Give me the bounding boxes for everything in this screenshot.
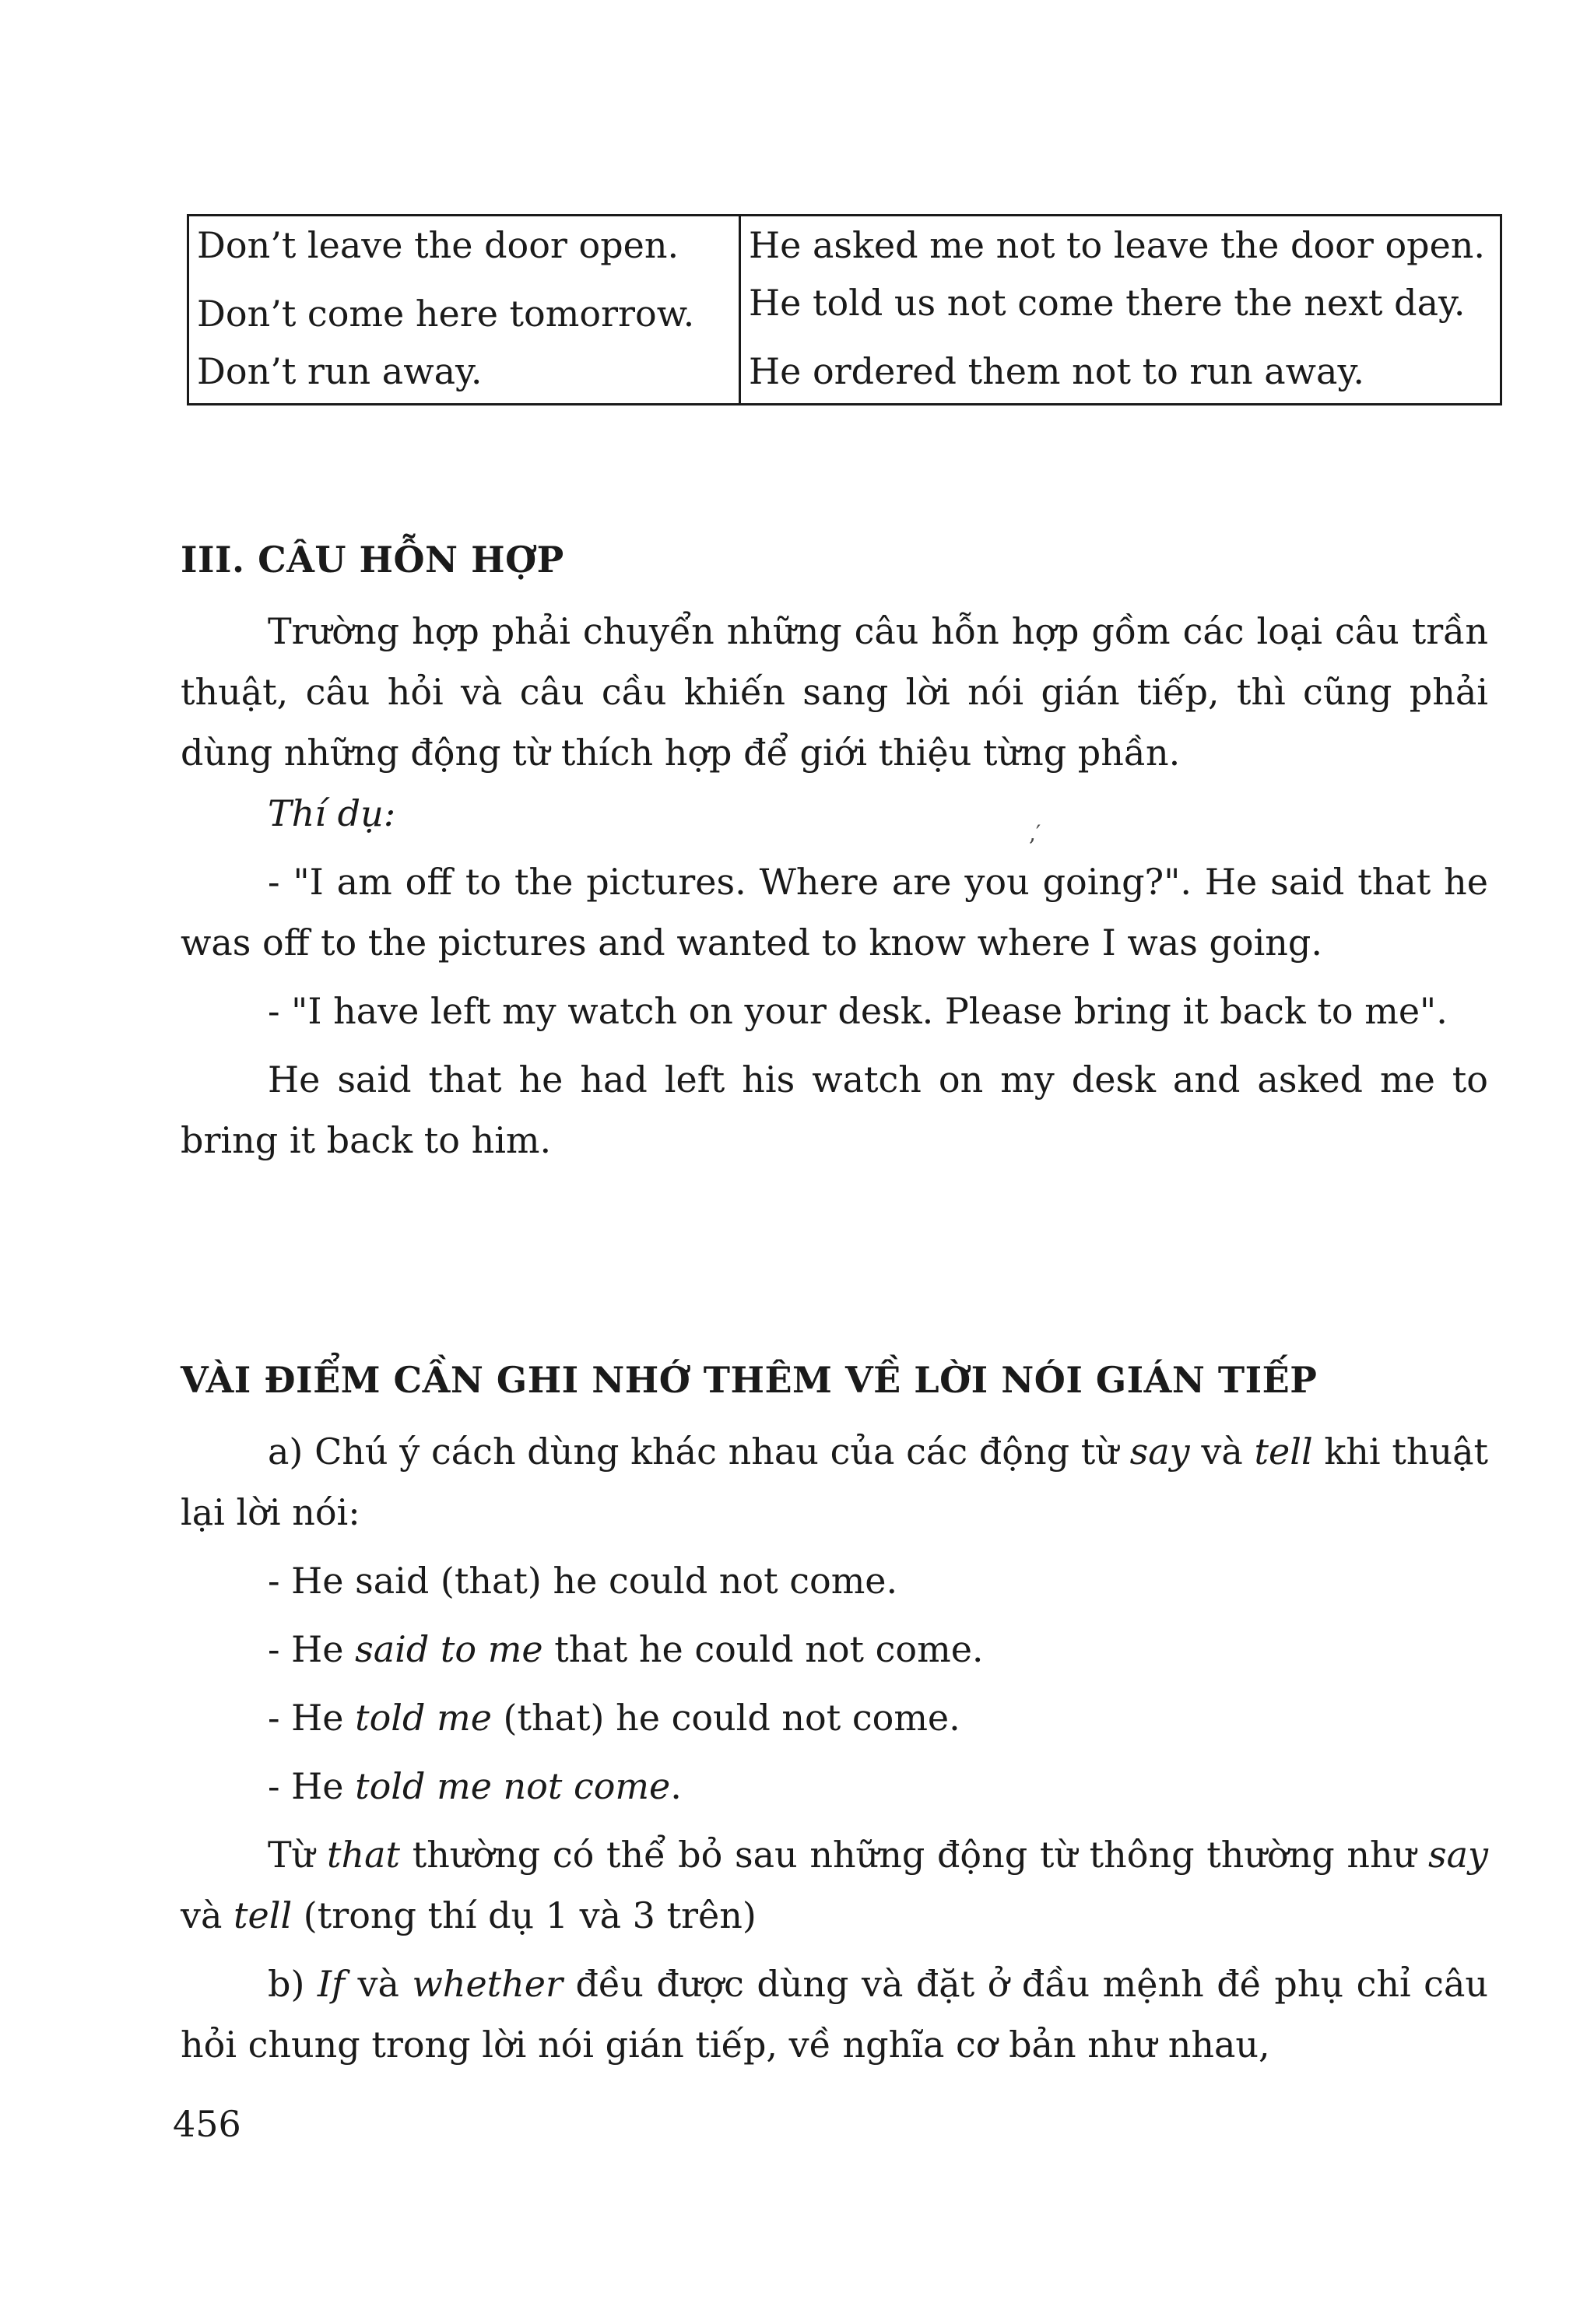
- text-run: b): [268, 1963, 318, 2005]
- text-run: thường có thể bỏ sau những động từ thông thường như: [400, 1834, 1428, 1876]
- example-reported-paragraph: He said that he had left his watch on my desk and asked me to bring it back to him.: [181, 1058, 1488, 1161]
- section-heading-mixed-sentences: III. CÂU HỖN HỢP: [181, 539, 564, 581]
- text-run: và: [345, 1963, 413, 2005]
- text-run: và: [181, 1894, 234, 1936]
- text-run: - He: [268, 1628, 356, 1670]
- text-run: (that) he could not come.: [491, 1697, 960, 1739]
- direct-speech-cell: Don’t run away.: [188, 342, 740, 405]
- example-line: - He said (that) he could not come.: [268, 1560, 898, 1602]
- italic-term: say: [1427, 1834, 1488, 1876]
- note-a-paragraph: [181, 1421, 1488, 1543]
- italic-term: told me: [355, 1697, 492, 1739]
- example-quote-paragraph: - "I have left my watch on your desk. Please bring it back to me".: [268, 990, 1448, 1032]
- italic-term: If: [317, 1963, 346, 2005]
- text-run: và: [1189, 1431, 1255, 1473]
- table-row: [188, 274, 1501, 342]
- italic-term: say: [1129, 1431, 1190, 1473]
- intro-paragraph: Trường hợp phải chuyển những câu hỗn hợp gồm các loại câu trần thuật, câu hỏi và câu cầu khiến sang lời nói gián tiếp, thì cũng phải dùng những động từ thích hợp để giới thiệu từng phần.: [181, 610, 1488, 774]
- italic-term: whether: [412, 1963, 563, 2005]
- section-mixed-body: [181, 601, 1488, 1171]
- text-run: a) Chú ý cách dùng khác nhau của các động từ: [268, 1431, 1130, 1473]
- text-run: - He: [268, 1765, 356, 1807]
- that-note-paragraph: [181, 1824, 1488, 1946]
- text-run: khi thuật lại lời nói:: [181, 1431, 1489, 1533]
- italic-term: told me not come: [355, 1765, 671, 1807]
- stray-mark: ,′: [1029, 820, 1041, 846]
- table-row: [188, 342, 1501, 405]
- notes-body: [181, 1421, 1488, 2075]
- conversion-table: [187, 214, 1502, 405]
- page-number: 456: [173, 2103, 241, 2145]
- italic-term: said to me: [355, 1628, 543, 1670]
- direct-speech-cell: Don’t leave the door open.: [188, 216, 740, 275]
- example-line: [268, 1619, 1488, 1680]
- italic-term: tell: [1254, 1431, 1313, 1473]
- text-run: Từ: [268, 1834, 327, 1876]
- indirect-speech-cell: He ordered them not to run away.: [749, 350, 1364, 392]
- table-row: [188, 216, 1501, 275]
- text-run: .: [670, 1765, 682, 1807]
- example-line: [268, 1756, 1488, 1817]
- text-run: that he could not come.: [542, 1628, 984, 1670]
- example-line: [268, 1687, 1488, 1748]
- direct-speech-cell: Don’t come here tomorrow.: [188, 274, 740, 342]
- text-run: - He: [268, 1697, 356, 1739]
- example-paragraph: - "I am off to the pictures. Where are you going?". He said that he was off to the pictures and wanted to know where I was going.: [181, 861, 1488, 964]
- example-label: Thí dụ:: [268, 792, 396, 834]
- indirect-speech-cell: He told us not come there the next day.: [749, 282, 1466, 324]
- italic-term: that: [327, 1834, 401, 1876]
- indirect-speech-cell: He asked me not to leave the door open.: [749, 224, 1486, 266]
- note-b-paragraph: [181, 1954, 1488, 2075]
- section-heading-notes: VÀI ĐIỂM CẦN GHI NHỚ THÊM VỀ LỜI NÓI GIÁN TIẾP: [181, 1359, 1318, 1401]
- italic-term: tell: [233, 1894, 293, 1936]
- text-run: đều được dùng và đặt ở đầu mệnh đề phụ chỉ câu hỏi chung trong lời nói gián tiếp, về nghĩa cơ bản như nhau,: [181, 1963, 1488, 2066]
- text-run: (trong thí dụ 1 và 3 trên): [292, 1894, 757, 1936]
